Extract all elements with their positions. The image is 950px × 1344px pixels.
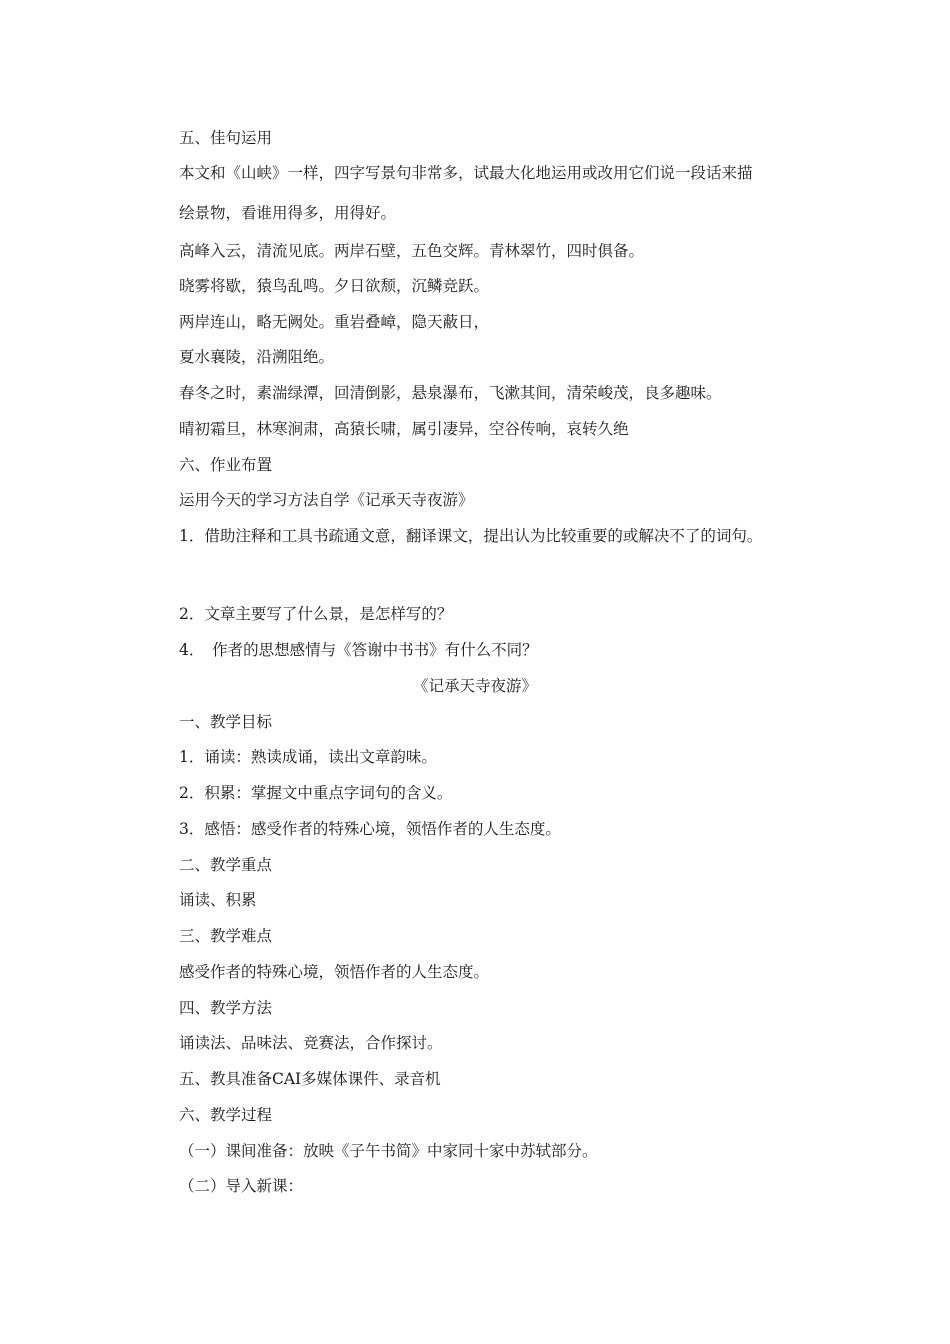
- paragraph-line: 春冬之时，素湍绿潭，回清倒影，悬泉瀑布，飞漱其间，清荣峻茂，良多趣味。: [179, 384, 722, 402]
- paragraph-line: 高峰入云，清流见底。两岸石壁，五色交辉。青林翠竹，四时俱备。: [179, 242, 645, 260]
- paragraph-line: （一）课间准备：放映《子午书简》中家同十家中苏轼部分。: [179, 1142, 598, 1160]
- paragraph-line: 本文和《山峡》一样，四字写景句非常多，试最大化地运用或改用它们说一段话来描: [179, 164, 753, 182]
- paragraph-line: （二）导入新课：: [179, 1177, 304, 1195]
- list-item: 2．文章主要写了什么景，是怎样写的？: [179, 605, 453, 623]
- section-heading: 四、教学方法: [179, 999, 273, 1017]
- section-heading: 六、作业布置: [179, 456, 273, 474]
- document-title: 《记承天寺夜游》: [412, 677, 537, 695]
- paragraph-line: 晴初霜旦，林寒涧肃，高猿长啸，属引凄异，空谷传响，哀转久绝: [179, 420, 629, 438]
- section-heading: 五、佳句运用: [179, 129, 273, 147]
- paragraph-line: 绘景物，看谁用得多，用得好。: [179, 204, 397, 222]
- paragraph-line: 运用今天的学习方法自学《记承天寺夜游》: [179, 491, 474, 509]
- paragraph-line: 诵读、积累: [179, 891, 257, 909]
- section-heading: 六、教学过程: [179, 1106, 273, 1124]
- section-heading: 三、教学难点: [179, 927, 273, 945]
- list-item: 1．诵读：熟读成诵，读出文章韵味。: [179, 748, 437, 766]
- paragraph-line: 夏水襄陵，沿溯阻绝。: [179, 348, 335, 366]
- section-heading: 二、教学重点: [179, 856, 273, 874]
- list-item: 3．感悟：感受作者的特殊心境，领悟作者的人生态度。: [179, 820, 561, 838]
- paragraph-line: 晓雾将歇，猿鸟乱鸣。夕日欲颓，沉鳞竞跃。: [179, 277, 490, 295]
- list-item: 1．借助注释和工具书疏通文意，翻译课文，提出认为比较重要的或解决不了的词句。: [179, 527, 763, 545]
- paragraph-line: 感受作者的特殊心境，领悟作者的人生态度。: [179, 963, 490, 981]
- list-item: 4． 作者的思想感情与《答谢中书书》有什么不同？: [179, 641, 538, 659]
- paragraph-line: 诵读法、品味法、竞赛法，合作探讨。: [179, 1034, 443, 1052]
- section-heading: 一、教学目标: [179, 713, 273, 731]
- list-item: 2．积累：掌握文中重点字词句的含义。: [179, 784, 453, 802]
- section-heading: 五、教具准备CAI多媒体课件、录音机: [179, 1070, 441, 1088]
- paragraph-line: 两岸连山，略无阙处。重岩叠嶂，隐天蔽日，: [179, 313, 490, 331]
